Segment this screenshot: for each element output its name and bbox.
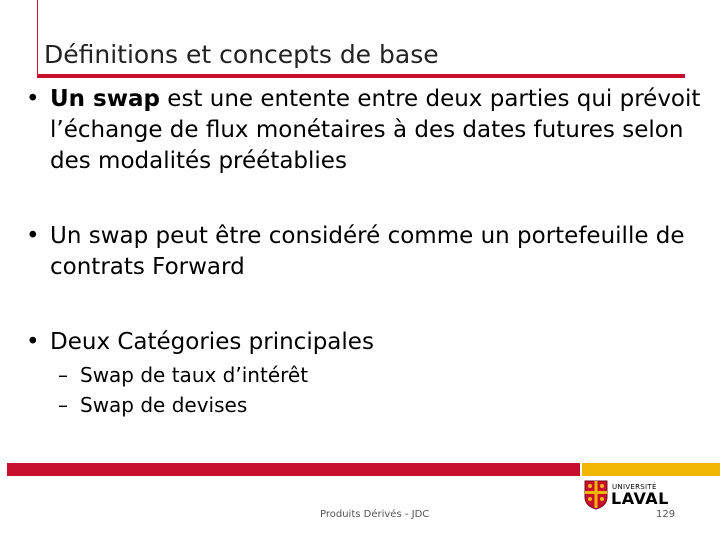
- bullet-bold-text: Un swap: [50, 86, 160, 112]
- page-number: 129: [656, 509, 676, 520]
- slide-title: Définitions et concepts de base: [44, 40, 439, 69]
- bullet-text: Deux Catégories principales: [50, 329, 374, 355]
- bullet-dot: •: [26, 86, 40, 112]
- footer-bar-red: [7, 463, 580, 476]
- bullet-dot: •: [26, 329, 40, 355]
- logo-big-text: LAVAL: [611, 489, 669, 508]
- sub-text: Swap de devises: [80, 393, 248, 417]
- bullet-list: [22, 84, 702, 420]
- bullet-text: est une entente entre deux parties qui prévoit l’échange de flux monétaires à des dates futures selon des modalités préétablies: [50, 86, 701, 174]
- sub-dash: –: [58, 363, 68, 387]
- sub-item: [22, 360, 702, 390]
- left-accent-rule: [37, 0, 38, 76]
- logo-small-text: UNIVERSITÉ: [612, 483, 657, 491]
- sub-dash: –: [58, 393, 68, 417]
- title-underline: [37, 74, 685, 78]
- footer-text: Produits Dérivés - JDC: [320, 509, 430, 520]
- bullet-text: Un swap peut être considéré comme un portefeuille de contrats Forward: [50, 223, 685, 280]
- bullet-item: [22, 327, 702, 358]
- bullet-item: [22, 84, 702, 177]
- bullet-dot: •: [26, 223, 40, 249]
- sub-item: [22, 390, 702, 420]
- bullet-item: [22, 221, 702, 283]
- sub-text: Swap de taux d’intérêt: [80, 363, 309, 387]
- footer-bar-gold: [582, 463, 720, 476]
- university-logo: [584, 480, 669, 516]
- shield-icon: [584, 480, 608, 510]
